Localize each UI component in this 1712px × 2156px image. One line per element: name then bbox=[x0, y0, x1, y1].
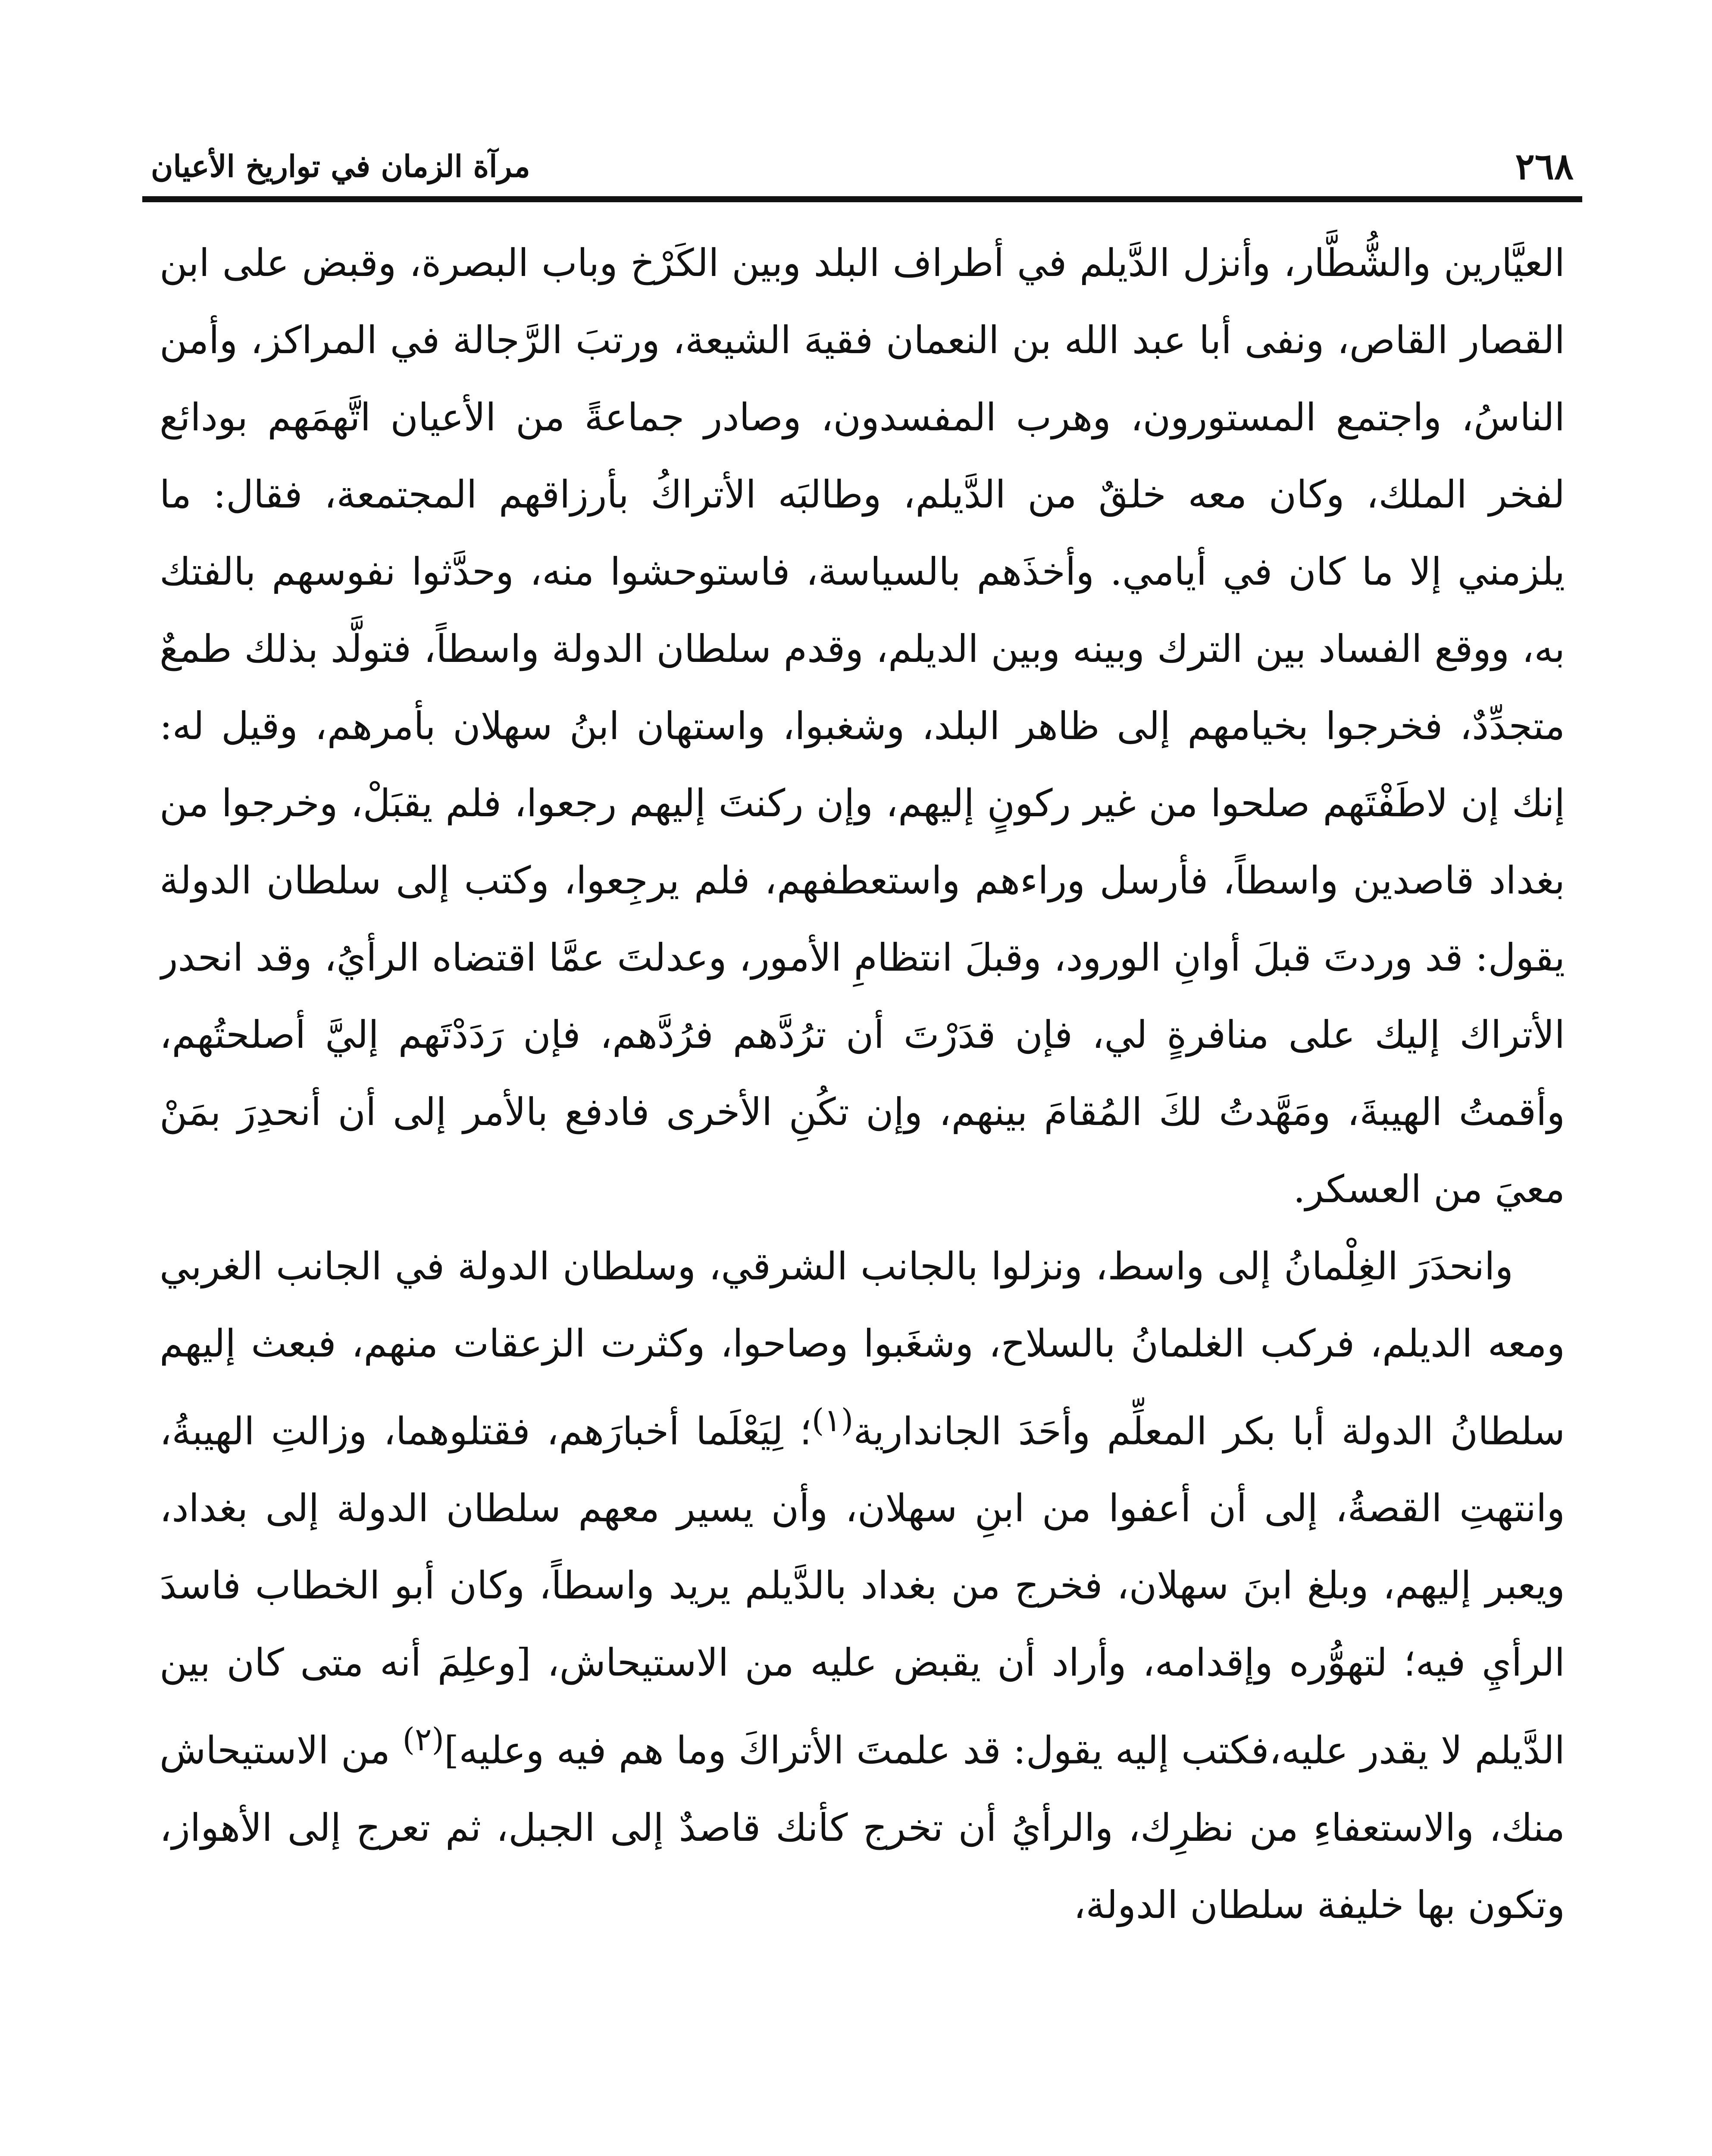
page-number: ٢٦٨ bbox=[1515, 144, 1574, 188]
header-divider bbox=[142, 196, 1582, 202]
running-title: مرآة الزمان في تواريخ الأعيان bbox=[151, 148, 530, 184]
page-header bbox=[151, 142, 1574, 190]
paragraph-2-text: وانحدَرَ الغِلْمانُ إلى واسط، ونزلوا بالجانب الشرقي، وسلطان الدولة في الجانب الغربي ومعه الديلم، فركب الغلمانُ بالسلاح، وشغَبوا وصاحوا، وكثرت الزعقات منهم، فبعث إليهم سلطانُ الدولة أبا بكر المعلِّم وأحَدَ الجاندارية bbox=[160, 1244, 1565, 1454]
paragraph-2-text-end: من الاستيحاش منك، والاستعفاءِ من نظرِك، والرأيُ أن تخرج كأنك قاصدٌ إلى الجبل، ثم تعرج إلى الأهواز، وتكون بها خليفة سلطان الدولة، bbox=[160, 1728, 1565, 1927]
main-text bbox=[160, 224, 1565, 2156]
paragraph-1: العيَّارين والشُّطَّار، وأنزل الدَّيلم في أطراف البلد وبين الكَرْخ وباب البصرة، وقبض على ابن القصار القاص، ونفى أبا عبد الله بن النعمان فقيهَ الشيعة، ورتبَ الرَّجالة في المراكز، وأمن الناسُ، واجتمع المستورون، وهرب المفسدون، وصادر جماعةً من الأعيان اتَّهمَهم بودائع لفخر الملك، وكان معه خلقٌ من الدَّيلم، وطالبَه الأتراكُ بأرزاقهم المجتمعة، فقال: ما يلزمني إلا ما كان في أيامي. وأخذَهم بالسياسة، فاستوحشوا منه، وحدَّثوا نفوسهم بالفتك به، ووقع الفساد بين الترك وبينه وبين الديلم، وقدم سلطان الدولة واسطاً، فتولَّد بذلك طمعٌ متجدِّدٌ، فخرجوا بخيامهم إلى ظاهر البلد، وشغبوا، واستهان ابنُ سهلان بأمرهم، وقيل له: إنك إن لاطَفْتَهم صلحوا من غير ركونٍ إليهم، وإن ركنتَ إليهم رجعوا، فلم يقبَلْ، وخرجوا من بغداد قاصدين واسطاً، فأرسل وراءهم واستعطفهم، فلم يرجِعوا، وكتب إلى سلطان الدولة يقول: قد وردتَ قبلَ أوانِ الورود، وقبلَ انتظامِ الأمور، وعدلتَ عمَّا اقتضاه الرأيُ، وقد انحدر الأتراك إليك على منافرةٍ لي، فإن قدَرْتَ أن ترُدَّهم فرُدَّهم، فإن رَدَدْتَهم إليَّ أصلحتُهم، وأقمتُ الهيبةَ، ومَهَّدتُ لكَ المُقامَ بينهم، وإن تكُنِ الأخرى فادفع بالأمر إلى أن أنحدِرَ بمَنْ معيَ من العسكر. bbox=[160, 241, 1565, 1211]
footnote-ref-2: (٢) bbox=[402, 1721, 444, 1758]
footnote-ref-1: (١) bbox=[811, 1402, 854, 1439]
paragraph-2 bbox=[160, 1228, 1565, 1943]
paragraph-2-text-cont: ؛ لِيَعْلَما أخبارَهم، فقتلوهما، وزالتِ الهيبةُ، وانتهتِ القصةُ، إلى أن أعفوا من ابنِ سهلان، وأن يسير معهم سلطان الدولة إلى بغداد، ويعبر إليهم، وبلغ ابنَ سهلان، فخرج من بغداد بالدَّيلم يريد واسطاً، وكان أبو الخطاب فاسدَ الرأيِ فيه؛ لتهوُّره وإقدامه، وأراد أن يقبض عليه من الاستيحاش، [وعلِمَ أنه متى كان بين الدَّيلم لا يقدر عليه،فكتب إليه يقول: قد علمتَ الأتراكَ وما هم فيه وعليه] bbox=[160, 1409, 1565, 1773]
